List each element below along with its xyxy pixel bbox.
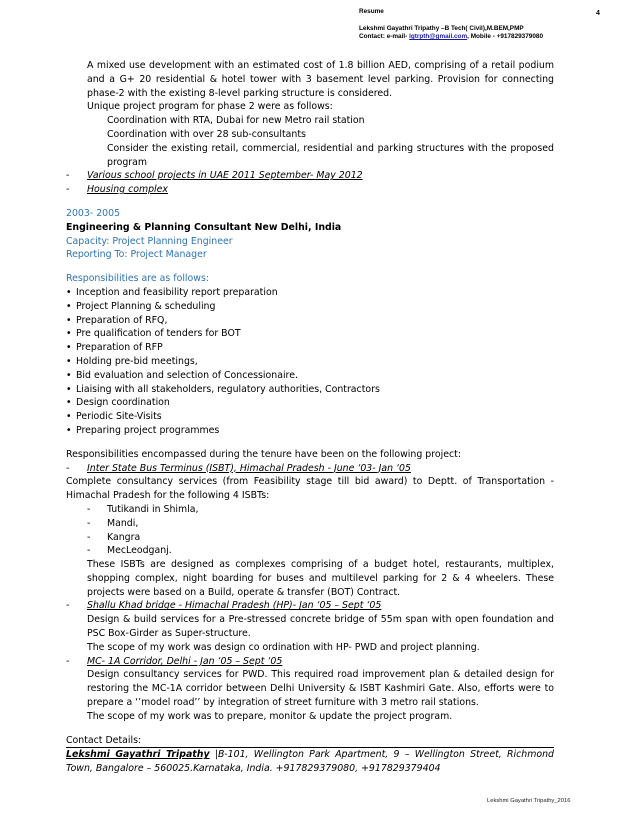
corridor-scope: The scope of my work was to prepare, monitor & update the project program. xyxy=(87,710,453,722)
contact-details xyxy=(66,748,554,776)
document-body xyxy=(66,59,554,776)
extra-project-row: - Housing complex xyxy=(66,184,168,196)
contact-prefix: Contact: e-mail- xyxy=(359,33,410,40)
header-resume-label: Resume xyxy=(359,8,384,15)
phase2-item: Consider the existing retail, commercial, residential and parking structures with the proposed program xyxy=(107,142,554,168)
responsibility-item: • Pre qualification of tenders for BOT xyxy=(66,328,241,340)
responsibility-item: • Inception and feasibility report preparation xyxy=(66,286,278,298)
responsibility-item: • Preparation of RFQ, xyxy=(66,314,168,326)
corridor-description: Design consultancy services for PWD. This required road improvement plan & detailed design for restoring the MC-1A corridor between Delhi University & ISBT Kashmiri Gate. Also, efforts were to prepare a ‘’model road’’ by integration of street furniture with 3 metro rail stations. xyxy=(87,669,554,709)
contact-heading: Contact Details: xyxy=(66,734,554,749)
isbt-details: These ISBTs are designed as complexes comprising of a budget hotel, restaurants, multiplex, shopping complex, night boarding for buses and multilevel parking for 2 & 4 wheelers. These projects were based on a Build, operate & transfer (BOT) Contract. xyxy=(87,559,554,598)
contact-name: Lekshmi Gayathri Tripathy xyxy=(66,749,210,761)
isbt-location: - Tutikandi in Shimla, xyxy=(87,503,199,515)
responsibility-item: • Periodic Site-Visits xyxy=(66,411,162,423)
responsibility-item: • Holding pre-bid meetings, xyxy=(66,355,198,367)
job-reporting: Reporting To: Project Manager xyxy=(66,249,207,261)
responsibility-item: • Liaising with all stakeholders, regulatory authorities, Contractors xyxy=(66,383,380,395)
page-number: 4 xyxy=(596,10,600,17)
contact-suffix: , Mobile - +917829379080 xyxy=(467,33,544,40)
header-name-line: Lekshmi Gayathri Tripathy –B Tech( Civil),M.BEM,PMP xyxy=(359,25,524,32)
job-company: Engineering & Planning Consultant New Delhi, India xyxy=(66,221,342,233)
bridge-description: Design & build services for a Pre-stressed concrete bridge of 55m span with open foundation and PSC Box-Girder as Super-structure. xyxy=(87,614,554,640)
phase2-item: Coordination with RTA, Dubai for new Metro rail station xyxy=(107,115,365,127)
intro-paragraph: A mixed use development with an estimated cost of 1.8 billion AED, comprising of a retail podium and a G+ 20 residential & hotel tower with 3 basement level parking. Provision for connecting phase-2 with the existing 8-level parking structure is considered. xyxy=(87,60,554,99)
project-title-row: - Shallu Khad bridge - Himachal Pradesh (HP)- Jan ‘05 – Sept ‘05 xyxy=(66,600,382,612)
project-title-row: - Inter State Bus Terminus (ISBT), Himachal Pradesh - June ‘03- Jan ‘05 xyxy=(66,462,411,474)
isbt-description: Complete consultancy services (from Feasibility stage till bid award) to Deptt. of Transportation - Himachal Pradesh for the following 4 ISBTs: xyxy=(66,476,554,502)
phase2-item: Coordination with over 28 sub-consultants xyxy=(107,128,306,140)
email-link[interactable]: lgtrpth@gmail.com xyxy=(409,33,468,40)
isbt-location: - MecLeodganj. xyxy=(87,545,172,557)
job-period: 2003- 2005 xyxy=(66,207,121,219)
contact-address: |B-101, Wellington Park Apartment, 9 – Wellington Street, Richmond Town, Bangalore – 560025.Karnataka, India. +917829379080, +917829379404 xyxy=(66,749,554,775)
bridge-scope: The scope of my work was design co ordination with HP- PWD and project planning. xyxy=(87,641,480,653)
responsibility-item: • Project Planning & scheduling xyxy=(66,300,216,312)
footer-text: Lekshmi Gayathri Tripathy_2016 xyxy=(487,798,571,804)
project-title-isbt: Inter State Bus Terminus (ISBT), Himachal Pradesh - June ‘03- Jan ‘05 xyxy=(87,462,411,474)
project-title-corridor: MC- 1A Corridor, Delhi - Jan ‘05 – Sept ‘05 xyxy=(87,655,283,667)
extra-project-row: - Various school projects in UAE 2011 September- May 2012 xyxy=(66,170,363,182)
header-contact-line xyxy=(359,32,543,41)
project-title-bridge: Shallu Khad bridge - Himachal Pradesh (HP)- Jan ‘05 – Sept ‘05 xyxy=(87,600,382,612)
responsibilities-heading: Responsibilities are as follows: xyxy=(66,273,209,285)
projects-intro: Responsibilities encompassed during the tenure have been on the following project: xyxy=(66,448,461,460)
isbt-location: - Mandi, xyxy=(87,517,139,529)
extra-project-title: Various school projects in UAE 2011 September- May 2012 xyxy=(87,170,363,182)
responsibility-item: • Preparing project programmes xyxy=(66,424,220,436)
phase2-heading: Unique project program for phase 2 were as follows: xyxy=(87,101,333,113)
responsibility-item: • Bid evaluation and selection of Concessionaire. xyxy=(66,369,298,381)
project-title-row: - MC- 1A Corridor, Delhi - Jan ‘05 – Sept ‘05 xyxy=(66,655,283,667)
extra-project-title: Housing complex xyxy=(87,184,168,196)
isbt-location: - Kangra xyxy=(87,531,141,543)
responsibility-item: • Design coordination xyxy=(66,397,170,409)
responsibility-item: • Preparation of RFP xyxy=(66,342,163,354)
job-capacity: Capacity: Project Planning Engineer xyxy=(66,235,233,247)
